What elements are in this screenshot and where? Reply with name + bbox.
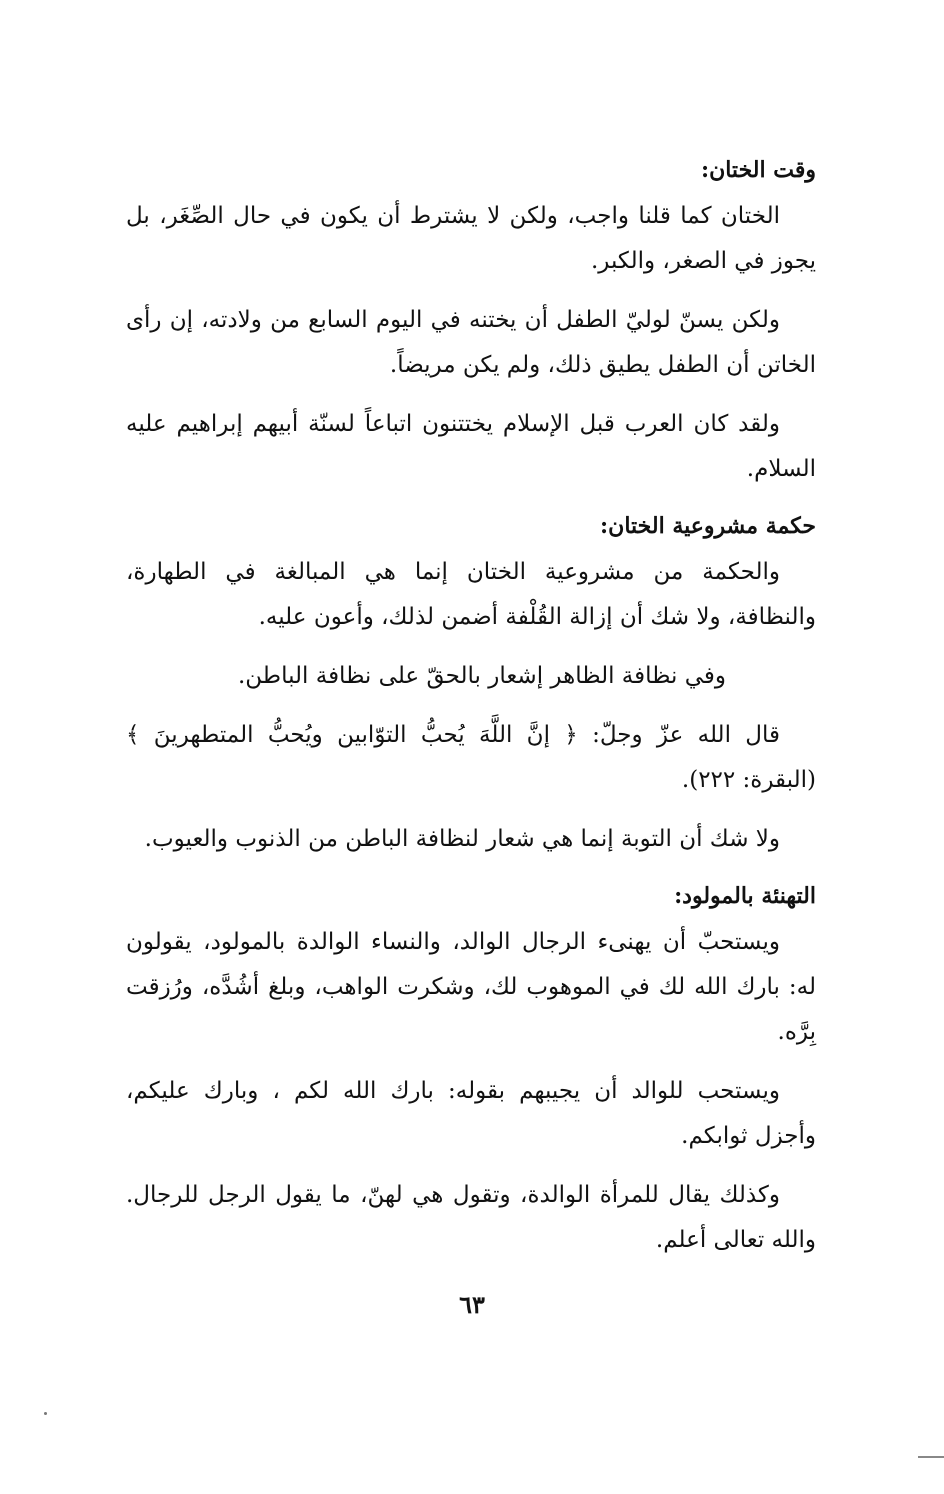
section-heading-wisdom: حكمة مشروعية الختان: bbox=[600, 513, 816, 539]
section-heading-congratulation: التهنئة بالمولود: bbox=[674, 883, 816, 909]
paragraph: والحكمة من مشروعية الختان إنما هي المبالغة في الطهارة، والنظافة، ولا شك أن إزالة القُلْفة أضمن لذلك، وأعون عليه. bbox=[126, 559, 816, 630]
quran-verse-paragraph: قال الله عزّ وجلّ: ﴿ إنَّ اللَّهَ يُحبُّ التوّابين ويُحبُّ المتطهرينَ ﴾ (البقرة: ٢٢٢). bbox=[126, 722, 816, 793]
page-body bbox=[126, 150, 816, 1277]
scan-speck bbox=[44, 1412, 47, 1415]
paragraph: وكذلك يقال للمرأة الوالدة، وتقول هي لهنّ، ما يقول الرجل للرجال. والله تعالى أعلم. bbox=[126, 1182, 816, 1253]
paragraph: ويستحب للوالد أن يجيبهم بقوله: بارك الله لكم ، وبارك عليكم، وأجزل ثوابكم. bbox=[126, 1078, 816, 1149]
paragraph: ولقد كان العرب قبل الإسلام يختتنون اتباعاً لسنّة أبيهم إبراهيم عليه السلام. bbox=[126, 411, 816, 482]
paragraph: ولا شك أن التوبة إنما هي شعار لنظافة الباطن من الذنوب والعيوب. bbox=[144, 826, 780, 852]
scan-margin-mark bbox=[918, 1456, 944, 1458]
paragraph: ويستحبّ أن يهنىء الرجال الوالد، والنساء الوالدة بالمولود، يقولون له: بارك الله لك في الموهوب لك، وشكرت الواهب، وبلغ أشُدَّه، ورُزقت بِرَّه. bbox=[126, 929, 816, 1045]
section-heading-circumcision-time: وقت الختان: bbox=[700, 157, 816, 183]
paragraph: ولكن يسنّ لوليّ الطفل أن يختنه في اليوم السابع من ولادته، إن رأى الخاتن أن الطفل يطيق ذلك، ولم يكن مريضاً. bbox=[126, 307, 816, 378]
page-number: ٦٣ bbox=[459, 1290, 485, 1319]
paragraph: الختان كما قلنا واجب، ولكن لا يشترط أن يكون في حال الصِّغَر، بل يجوز في الصغر، والكبر. bbox=[126, 203, 816, 274]
paragraph: وفي نظافة الظاهر إشعار بالحقّ على نظافة الباطن. bbox=[237, 663, 726, 689]
